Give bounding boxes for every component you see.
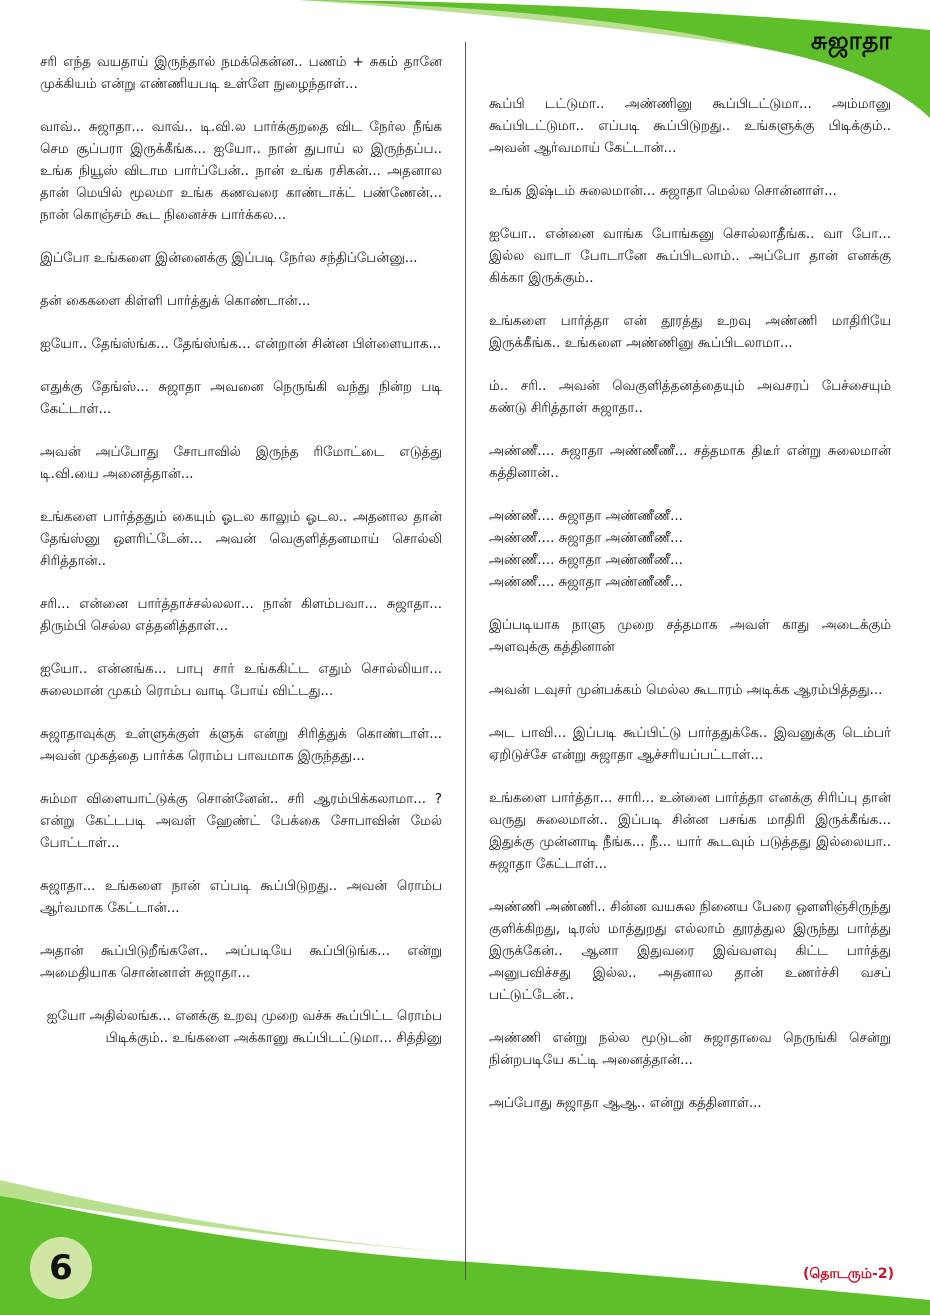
paragraph: அண்ணி என்று நல்ல மூடுடன் சுஜாதாவை நெருங்கி சென்று நின்றபடியே கட்டி அனைத்தான்...: [489, 1031, 891, 1068]
paragraph: ஐயோ அதில்லங்க... எனக்கு உறவு முறை வச்சு கூப்பிட்ட ரொம்ப பிடிக்கும்.. உங்களை அக்கானு கூப்பிடட்டுமா... சித்தினு: [46, 1009, 442, 1046]
paragraph: ம்.. சரி.. அவன் வெகுளித்தனத்தையும் அவசரப் பேச்சையும் கண்டு சிரித்தாள் சுஜாதா..: [489, 379, 891, 416]
paragraph: அவன் டவுசர் முன்பக்கம் மெல்ல கூடாரம் அடிக்க ஆரம்பித்தது...: [489, 683, 883, 698]
paragraph: வாவ்.. சுஜாதா... வாவ்.. டி.வி.ல பார்க்குறதை விட நேர்ல நீங்க செம சூப்பரா இருக்கீங்க... ஐயோ.. நான் துபாய் ல இருந்தப்ப.. உங்க நியூஸ் விடாம பார்ப்பேன்.. நான் உங்க ரசிகன்... அதனால தான் மெயில் மூலமா உங்க கணவரை காண்டாக்ட் பண்ணேன்... நான் கொஞ்சம் கூட நினைச்சு பார்க்கல...: [40, 120, 442, 223]
paragraph: உங்களை பார்த்ததும் கையும் ஓடல காலும் ஓடல.. அதனால தான் தேங்ஸ்னு ஔரிட்டேன்... அவன் வெகுளித்தனமாய் சொல்லி சிரித்தான்..: [40, 510, 442, 569]
paragraph: உங்களை பார்த்தா... சாரி... உன்னை பார்த்தா எனக்கு சிரிப்பு தான் வருது சுலைமான்.. இப்படி சின்ன பசங்க மாதிரி இருக்கீங்க... இதுக்கு முன்னாடி நீங்க... நீ... யார் கூடவும் படுத்தது இல்லையா.. சுஜாதா கேட்டாள்...: [489, 791, 891, 872]
repeat-line: அண்ணீ.... சுஜாதா அண்ணீணீ...: [489, 553, 683, 568]
paragraph: இப்போ உங்களை இன்னைக்கு இப்படி நேர்ல சந்திப்பேன்னு...: [40, 251, 418, 266]
paragraph: அதான் கூப்பிடுறீங்களே.. அப்படியே கூப்பிடுங்க... என்று அமைதியாக சொன்னாள் சுஜாதா...: [40, 944, 442, 981]
paragraph: உங்க இஷ்டம் சுலைமான்... சுஜாதா மெல்ல சொன்னாள்...: [489, 184, 837, 199]
story-title: சுஜாதா: [810, 26, 892, 55]
paragraph: இப்படியாக நாளு முறை சத்தமாக அவள் காது அடைக்கும் அளவுக்கு கத்தினான்: [489, 618, 891, 655]
paragraph: அட பாவி... இப்படி கூப்பிட்டு பார்ததுக்கே.. இவனுக்கு டெம்பர் ஏறிடுச்சே என்று சுஜாதா ஆச்சரியப்பட்டாள்...: [489, 726, 891, 763]
paragraph: அண்ணி அண்ணி.. சின்ன வயசுல நினைய பேரை ஔளிஞ்சிருந்து குளிக்கிறது, டிரஸ் மாத்துறது எல்லாம் தூரத்துல இருந்து பார்த்து இருக்கேன்.. ஆனா இதுவரை இவ்வளவு கிட்ட பார்த்து அனுபவிச்சது இல்ல.. அதனால தான் உணர்ச்சி வசப் பட்டுட்டேன்..: [489, 900, 891, 1003]
paragraph: ஐயோ.. என்னங்க... பாபு சார் உங்ககிட்ட எதும் சொல்லியா... சுலைமான் முகம் ரொம்ப வாடி போய் விட்டது...: [40, 662, 442, 699]
paragraph: எதுக்கு தேங்ஸ்... சுஜாதா அவனை நெருங்கி வந்து நின்ற படி கேட்டாள்...: [40, 380, 442, 417]
page-number: 6: [30, 1237, 92, 1299]
paragraph: அண்ணீ.... சுஜாதா அண்ணீணீ... சத்தமாக திடீர் என்று சுலைமான் கத்தினான்..: [489, 444, 891, 481]
column-divider: [465, 42, 466, 1280]
paragraph: சுஜாதா... உங்களை நான் எப்படி கூப்பிடுறது.. அவன் ரொம்ப ஆர்வமாக கேட்டான்...: [40, 879, 442, 916]
paragraph: தன் கைகளை கிள்ளி பார்த்துக் கொண்டான்...: [40, 294, 311, 309]
left-column: [40, 52, 442, 1050]
continued-label: (தொடரும்-2): [802, 1266, 894, 1282]
paragraph: ஐயோ.. தேங்ஸ்ங்க... தேங்ஸ்ங்க... என்றான் சின்ன பிள்ளையாக...: [40, 337, 442, 352]
paragraph: உங்களை பார்த்தா என் தூரத்து உறவு அண்ணி மாதிரியே இருக்கீங்க.. உங்களை அண்ணினு கூப்பிடலாமா...: [489, 314, 891, 351]
paragraph: அப்போது சுஜாதா ஆஆ.. என்று கத்தினாள்...: [489, 1096, 762, 1111]
paragraph: சரி... என்னை பார்த்தாச்சல்லலா... நான் கிளம்பவா... சுஜாதா... திரும்பி செல்ல எத்தனித்தாள்...: [40, 597, 442, 634]
paragraph: ஐயோ.. என்னை வாங்க போங்கனு சொல்லாதீங்க.. வா போ... இல்ல வாடா போடானே கூப்பிடலாம்.. அப்போ தான் எனக்கு கிக்கா இருக்கும்..: [489, 227, 891, 286]
repeat-line: அண்ணீ.... சுஜாதா அண்ணீணீ...: [489, 509, 683, 524]
paragraph: சரி எந்த வயதாய் இருந்தால் நமக்கென்ன.. பணம் + சுகம் தானே முக்கியம் என்று எண்ணியபடி உள்ளே நுழைந்தாள்...: [40, 55, 442, 92]
paragraph: சும்மா விளையாட்டுக்கு சொன்னேன்.. சரி ஆரம்பிக்கலாமா... ? என்று கேட்டபடி அவள் ஹேண்ட் பேக்கை சோபாவின் மேல் போட்டாள்...: [40, 792, 442, 851]
right-column: [489, 94, 891, 1115]
repeat-line: அண்ணீ.... சுஜாதா அண்ணீணீ...: [489, 575, 683, 590]
paragraph: சுஜாதாவுக்கு உள்ளுக்குள் க்ளுக் என்று சிரித்துக் கொண்டாள்... அவன் முகத்தை பார்க்க ரொம்ப பாவமாக இருந்தது...: [40, 727, 442, 764]
paragraph: அவன் அப்போது சோபாவில் இருந்த ரிமோட்டை எடுத்து டி.வி.யை அனைத்தான்...: [40, 445, 442, 482]
paragraph: கூப்பி டட்டுமா.. அண்ணினு கூப்பிடட்டுமா... அம்மானு கூப்பிடட்டுமா.. எப்படி கூப்பிடுறது.. உங்களுக்கு பிடிக்கும்.. அவன் ஆர்வமாய் கேட்டான்...: [489, 97, 891, 156]
repeat-line: அண்ணீ.... சுஜாதா அண்ணீணீ...: [489, 531, 683, 546]
